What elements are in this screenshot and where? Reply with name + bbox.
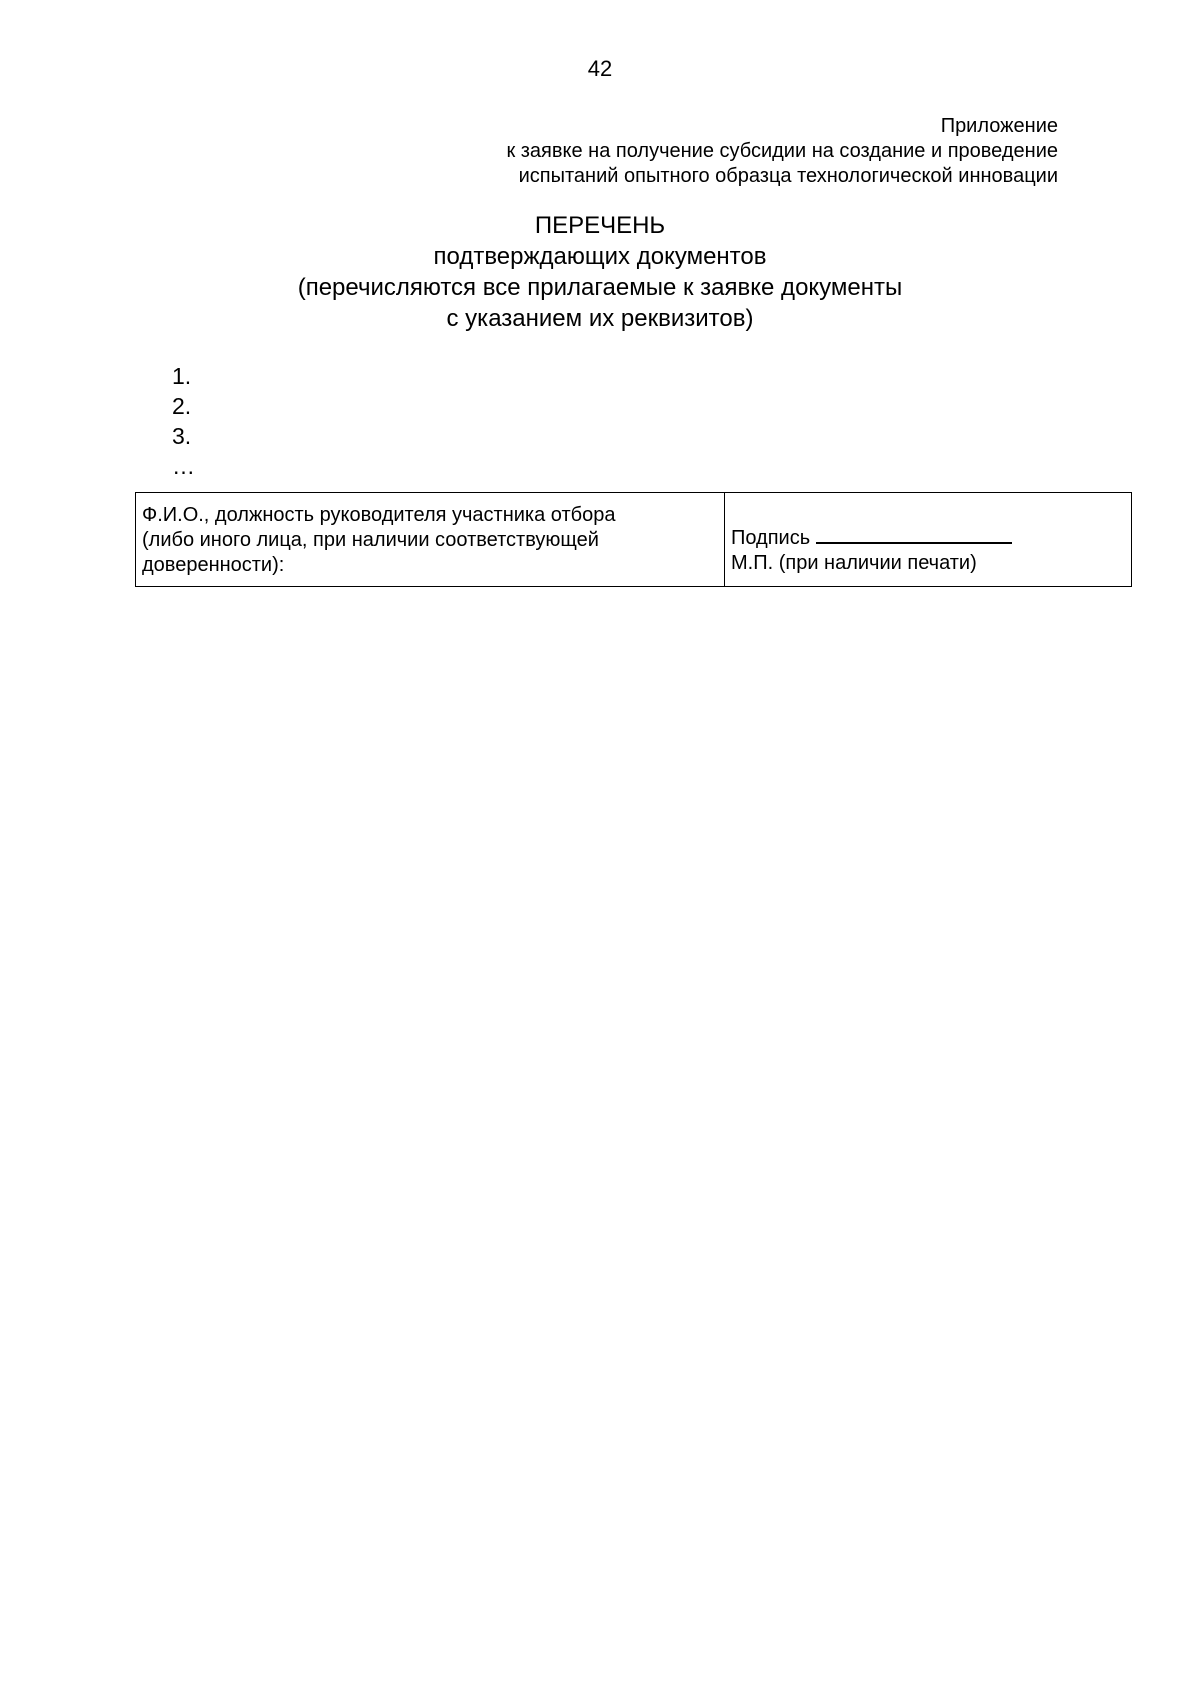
appendix-line: испытаний опытного образца технологической инновации (518, 165, 1058, 187)
document-title (0, 210, 1200, 334)
stamp-label: М.П. (при наличии печати) (731, 552, 977, 574)
list-item: 3. (172, 423, 192, 449)
list-item: 2. (172, 393, 192, 419)
title-note-line: (перечисляются все прилагаемые к заявке документы (297, 274, 903, 301)
appendix-header (506, 114, 1058, 189)
signature-table (135, 492, 1132, 587)
signatory-label-line: Ф.И.О., должность руководителя участника отбора (142, 504, 616, 526)
table-row (136, 493, 1132, 587)
title-note-line: с указанием их реквизитов) (446, 305, 754, 332)
signatory-cell (136, 493, 725, 587)
list-item-ellipsis: … (172, 453, 195, 479)
signature-cell (725, 493, 1132, 587)
signature-line[interactable] (816, 522, 1012, 544)
signatory-label-line: доверенности): (142, 554, 285, 576)
list-item: 1. (172, 363, 192, 389)
appendix-line: к заявке на получение субсидии на создание и проведение (506, 140, 1058, 162)
appendix-title: Приложение (940, 115, 1058, 137)
title-subheading: подтверждающих документов (433, 243, 767, 270)
signature-row (731, 522, 1125, 551)
document-list (172, 361, 195, 481)
page-number: 42 (587, 56, 613, 81)
title-heading: ПЕРЕЧЕНЬ (534, 212, 666, 239)
signature-label: Подпись (731, 527, 811, 549)
signatory-label-line: (либо иного лица, при наличии соответствующей (142, 529, 599, 551)
